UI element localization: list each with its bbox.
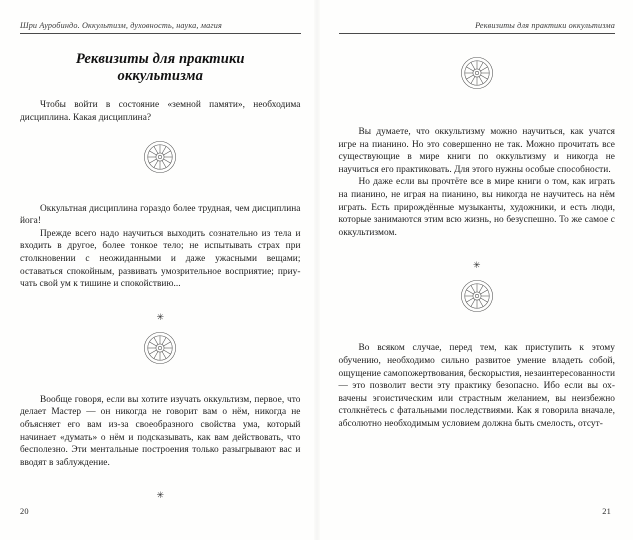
paragraph: Во всяком случае, перед тем, как приступить к этому обучению, необходимо сильно развитое умение владеть собой, ощущение самопожертвования, бескорыстия, незаинтересованности — это позволит вести эту практику безопасно. Ибо если вы охвачены эгоистическим или страстным желанием, вы неизбежно столкнётесь с фатальными последствиями. Как я говорила вначале, абсолютно необходимым условием должна быть смелость, отсут- — [338, 343, 615, 429]
rosette-ornament — [339, 56, 616, 90]
chapter-title-line-2: оккультизма — [117, 68, 204, 85]
asterisk-separator: ✳ — [156, 311, 165, 322]
right-body-block-1 — [339, 126, 616, 239]
asterisk-separator: ✳ — [472, 260, 481, 271]
page-number-right: 21 — [602, 507, 611, 516]
running-head-left: Шри Ауробиндо. Оккультизм, духовность, наука, магия — [20, 21, 301, 34]
left-body-block-1 — [20, 99, 301, 124]
paragraph: Прежде всего надо научиться выходить сознательно из тела и входить в другое, более тонкое тело; не испытывать страх при столкновении с неожиданными и даже ужасными вещами; оставаться спокойным, развивать умозрительное восприятие; приучать свой ум к тишине и спокойствию... — [20, 228, 301, 290]
page-number-left: 20 — [20, 507, 29, 516]
running-head-right: Реквизиты для практики оккультизма — [339, 21, 616, 34]
paragraph: Но даже если вы прочтёте все в мире книги о том, как играть на пианино, не играя на пианино, вы никогда не научитесь на нём играть. Есть прирождённые музыканты, художники, и есть люди, которые занимаются этим всю жизнь, но безуспешно. То же самое с оккультизмом. — [338, 177, 615, 238]
page-right — [317, 0, 633, 540]
chapter-title-line-1: Реквизиты для практики — [75, 51, 245, 67]
paragraph: Вы думаете, что оккультизму можно научиться, как учатся игре на пианино. Но это совершенно не так. Можно прочитать все существующие в мире книги по оккультизму и никогда не научиться его практиковать. Для этого нужны особые способности. — [338, 127, 615, 175]
asterisk-separator: ✳ — [156, 490, 165, 501]
paragraph: Вообще говоря, если вы хотите изучать оккультизм, первое, что делает Мастер — он никогда не говорит вам о нём, никогда не объясняет его вам из-за своеобразного свойства ума, который начинает «думать» о нём и подсказывать, как вам действовать, что бесполезно. Эти ментальные построения только разыгрывают вас и вводят в заблуждение. — [20, 394, 301, 468]
left-body-block-3 — [20, 394, 301, 470]
right-body-block-2 — [339, 342, 616, 430]
left-body-block-2 — [20, 203, 301, 291]
paragraph: Оккультная дисциплина гораздо более трудная, чем дисциплина йога! — [20, 203, 301, 227]
rosette-ornament — [20, 331, 301, 365]
rosette-ornament — [20, 140, 301, 174]
paragraph: Чтобы войти в состояние «земной памяти», необходима дисциплина. Какая дисциплина? — [20, 100, 301, 124]
chapter-title — [20, 51, 301, 85]
rosette-ornament — [339, 279, 616, 313]
